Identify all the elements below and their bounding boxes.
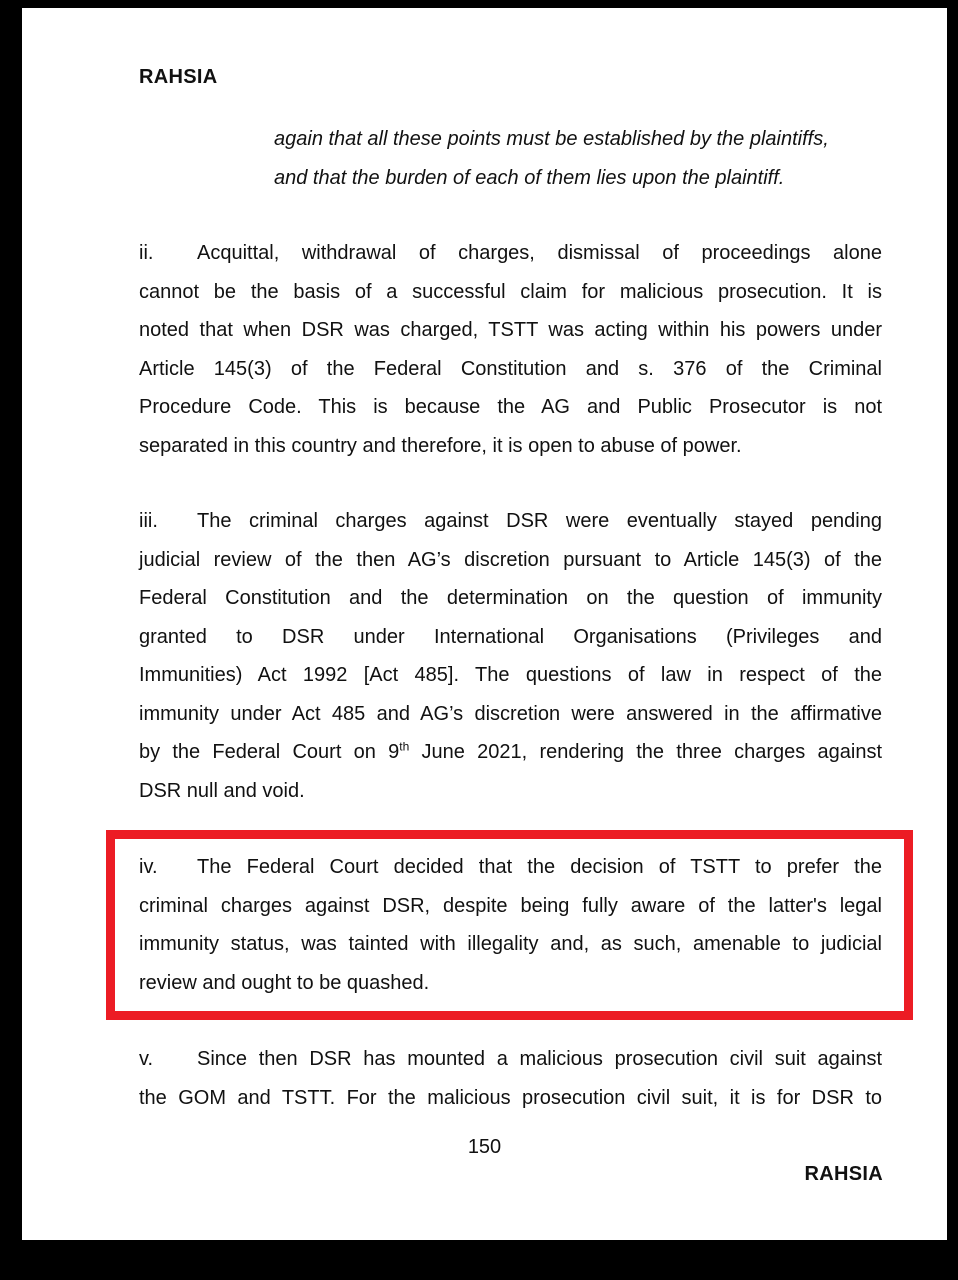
paragraph-line: DSR null and void. — [139, 779, 305, 802]
quote-line: and that the burden of each of them lies upon the plaintiff. — [274, 167, 785, 189]
paragraph-line — [139, 848, 882, 887]
paragraph-iii — [139, 502, 882, 810]
ordinal-suffix: th — [399, 739, 410, 754]
quote-line: again that all these points must be established by the plaintiffs, — [274, 128, 829, 150]
paragraph-line: the GOM and TSTT. For the malicious prosecution civil suit, it is for DSR to — [139, 1086, 882, 1109]
paragraph-line — [139, 502, 882, 541]
paragraph-line: Federal Constitution and the determination on the question of immunity — [139, 587, 882, 609]
classification-header: RAHSIA — [139, 66, 218, 88]
paragraph-number: v. — [139, 1048, 154, 1070]
paragraph-line — [139, 234, 882, 273]
paragraph-v — [139, 1040, 882, 1117]
paragraph-line: judicial review of the then AG’s discretion pursuant to Article 145(3) of the — [139, 548, 882, 571]
classification-footer: RAHSIA — [804, 1163, 883, 1185]
paragraph-line — [139, 733, 882, 772]
page-number: 150 — [467, 1136, 502, 1158]
paragraph-line: cannot be the basis of a successful claim for malicious prosecution. It is — [139, 280, 882, 303]
paragraph-line: Article 145(3) of the Federal Constitution and s. 376 of the Criminal — [139, 357, 882, 380]
paragraph-line: granted to DSR under International Organisations (Privileges and — [139, 625, 882, 648]
paragraph-ii — [139, 234, 882, 465]
paragraph-line — [139, 1040, 882, 1079]
paragraph-line: Immunities) Act 1992 [Act 485]. The questions of law in respect of the — [139, 664, 882, 686]
paragraph-text: Acquittal, withdrawal of charges, dismissal of proceedings alone — [197, 242, 882, 264]
paragraph-line: review and ought to be quashed. — [139, 971, 430, 994]
document-page — [22, 8, 947, 1240]
quoted-passage — [274, 120, 886, 198]
paragraph-text: June 2021, rendering the three charges against — [409, 741, 883, 763]
paragraph-number: iv. — [139, 856, 158, 878]
paragraph-line: criminal charges against DSR, despite being fully aware of the latter's legal — [139, 894, 882, 917]
paragraph-line: immunity under Act 485 and AG’s discretion were answered in the affirmative — [139, 702, 882, 725]
paragraph-line: immunity status, was tainted with illegality and, as such, amenable to judicial — [139, 933, 882, 955]
paragraph-iv — [139, 848, 882, 1002]
paragraph-text: Since then DSR has mounted a malicious prosecution civil suit against — [197, 1048, 882, 1070]
paragraph-text: The criminal charges against DSR were eventually stayed pending — [197, 510, 882, 532]
paragraph-text: by the Federal Court on 9 — [139, 741, 400, 763]
paragraph-line: separated in this country and therefore, it is open to abuse of power. — [139, 434, 742, 457]
paragraph-number: ii. — [139, 242, 154, 264]
paragraph-line: noted that when DSR was charged, TSTT was acting within his powers under — [139, 319, 882, 341]
paragraph-line: Procedure Code. This is because the AG and Public Prosecutor is not — [139, 396, 882, 418]
paragraph-text: The Federal Court decided that the decision of TSTT to prefer the — [197, 856, 882, 878]
paragraph-number: iii. — [139, 510, 158, 532]
